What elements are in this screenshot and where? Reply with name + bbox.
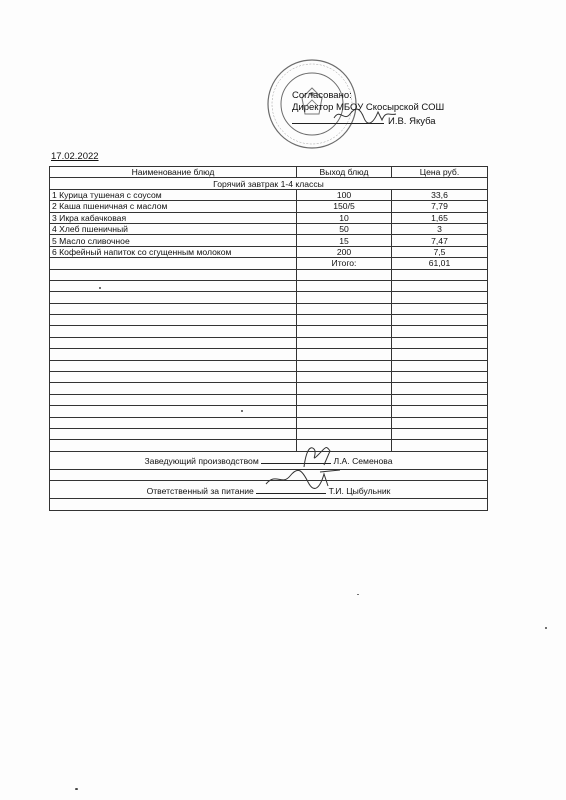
scan-speck [75,788,78,790]
menu-table [49,166,488,511]
dish-price: 7,5 [392,246,488,257]
empty-row [50,499,488,510]
empty-row [50,315,488,326]
scan-speck [99,287,101,289]
nutrition-label: Ответственный за питание [146,485,254,496]
dish-portion: 10 [297,212,392,223]
table-row [50,235,488,246]
dish-name: 4 Хлеб пшеничный [50,223,297,234]
approval-position: Директор МБОУ Скосырской СОШ [292,102,445,113]
dish-name: 3 Икра кабачковая [50,212,297,223]
dish-portion: 100 [297,189,392,200]
empty-row [50,337,488,348]
dish-name: 2 Каша пшеничная с маслом [50,201,297,212]
total-row [50,258,488,269]
nutrition-name: Т.И. Цыбульник [328,485,391,496]
empty-row [50,394,488,405]
total-value: 61,01 [392,258,488,269]
dish-name: 1 Курица тушеная с соусом [50,189,297,200]
document-date: 17.02.2022 [51,151,99,162]
dish-price: 7,47 [392,235,488,246]
empty-row [50,383,488,394]
empty-row [50,417,488,428]
dish-portion: 200 [297,246,392,257]
empty-row [50,269,488,280]
header-dish-name: Наименование блюд [50,167,297,178]
dish-name: 5 Масло сливочное [50,235,297,246]
dish-portion: 50 [297,223,392,234]
empty-row [50,372,488,383]
table-row [50,201,488,212]
approval-signature-line [292,114,384,124]
section-title: Горячий завтрак 1-4 классы [50,178,488,189]
table-row [50,246,488,257]
header-price: Цена руб. [392,167,488,178]
empty-row [50,440,488,451]
dish-price: 33,6 [392,189,488,200]
dish-price: 7,79 [392,201,488,212]
scan-speck [241,410,243,412]
empty-row [50,280,488,291]
dish-portion: 15 [297,235,392,246]
approval-name: И.В. Якуба [388,116,436,127]
header-portion: Выход блюд [297,167,392,178]
dish-name: 6 Кофейный напиток со сгущенным молоком [50,246,297,257]
empty-row [50,326,488,337]
production-name: Л.А. Семенова [333,456,393,467]
empty-row [50,406,488,417]
scan-speck [357,594,359,595]
total-label: Итого: [297,258,392,269]
section-row [50,178,488,189]
dish-portion: 150/5 [297,201,392,212]
approval-block [292,90,444,128]
empty-row [50,428,488,439]
dish-price: 1,65 [392,212,488,223]
table-row [50,189,488,200]
scan-speck [545,627,547,629]
empty-row [50,349,488,360]
dish-price: 3 [392,223,488,234]
approval-title: Согласовано: [292,90,352,101]
empty-row [50,360,488,371]
production-label: Заведующий производством [144,456,259,467]
table-row [50,223,488,234]
table-header-row [50,167,488,178]
nutrition-signature [262,466,344,492]
table-row [50,212,488,223]
empty-row [50,292,488,303]
empty-row [50,303,488,314]
